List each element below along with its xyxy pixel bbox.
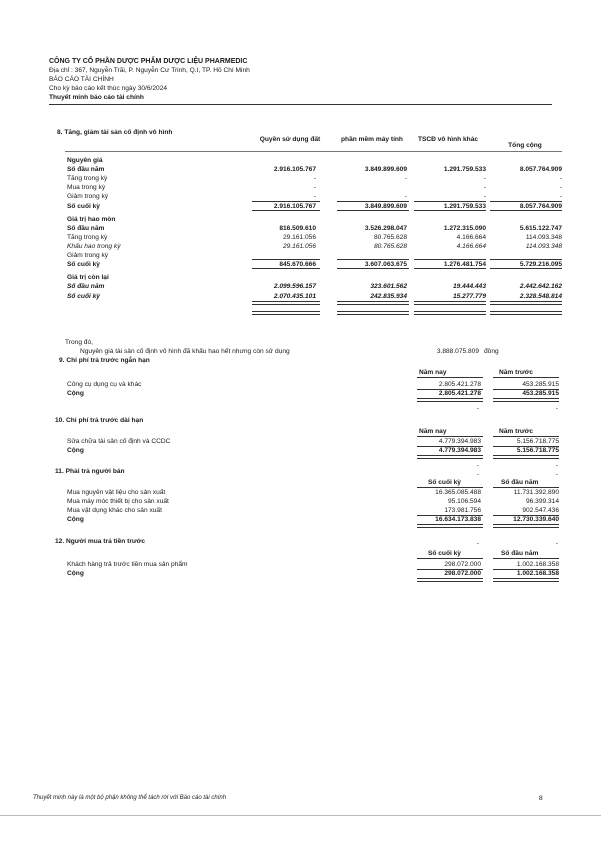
section11-dash-2: -: [555, 471, 558, 478]
section11-total-v1: 16.634.173.838: [435, 516, 481, 523]
section8-row-label: Tăng trong kỳ: [67, 234, 108, 241]
section8-rule: [337, 201, 409, 202]
section8-cell: 8.057.764.909: [519, 203, 562, 210]
section8-rule: [337, 259, 409, 260]
section8-cell: 845.670.666: [279, 261, 316, 268]
section12-col-2: Số đầu năm: [501, 550, 539, 557]
section8-row-label: Giảm trong kỳ: [67, 193, 109, 200]
section8-cell: 242.835.934: [370, 293, 407, 300]
section10-col-1: Năm nay: [419, 428, 447, 435]
section11-row-1-v2: 11.731.392.890: [513, 489, 559, 496]
section8-cell: 80.765.628: [373, 243, 407, 250]
header-divider: [49, 104, 552, 105]
section12-total-label: Cộng: [67, 570, 84, 577]
section8-row-label: Giá trị hao mòn: [67, 216, 116, 223]
section8-cell: 114.093.348: [525, 234, 562, 241]
section11-row-1-v1: 16.365.085.488: [435, 489, 481, 496]
section11-row-3-v1: 173.981.756: [444, 507, 481, 514]
section8-cell: -: [313, 175, 316, 182]
section8-rule: [414, 201, 486, 202]
section8-cell: -: [404, 175, 407, 182]
section8-cell: 8.057.764.909: [519, 166, 562, 173]
section11-row-3-v2: 902.547.436: [522, 507, 559, 514]
section9-dash-2: -: [555, 405, 558, 412]
section8-rule: [414, 301, 486, 305]
section10-row-label: Sửa chữa tài sản cố định và CCDC: [67, 438, 171, 445]
section11-col-1: Số cuối kỳ: [428, 479, 461, 486]
section8-col-2: phần mềm máy tính: [341, 136, 403, 143]
section9-col1-underline: [417, 377, 483, 378]
section9-col-1: Năm nay: [419, 369, 447, 376]
section11-row-1-label: Mua nguyên vật liệu cho sản xuất: [67, 489, 166, 496]
section12-row-v2: 1.002.168.358: [516, 561, 559, 568]
section8-cell: 29.161.056: [282, 243, 316, 250]
section11-double-rule: [417, 524, 483, 528]
section8-row-label: Số cuối kỳ: [67, 203, 100, 210]
company-name: CÔNG TY CỔ PHẦN DƯỢC PHẨM DƯỢC LIỆU PHARMEDIC: [49, 58, 248, 65]
page-number: 8: [539, 795, 543, 802]
section8-note-text: Nguyên giá tài sản cố định vô hình đã khấu hao hết nhưng còn sử dụng: [80, 348, 290, 355]
section11-total-label: Cộng: [67, 516, 84, 523]
section8-cell: -: [313, 193, 316, 200]
section8-note-label: Trong đó,: [65, 339, 93, 346]
section8-rule: [337, 210, 409, 211]
section8-rule: [414, 210, 486, 211]
section12-total-v2: 1.002.168.358: [516, 570, 559, 577]
section9-double-rule: [417, 398, 483, 402]
section8-row-label: Tăng trong kỳ: [67, 175, 108, 182]
section8-cell: 1.291.759.533: [443, 203, 486, 210]
section8-cell: 2.916.105.767: [273, 203, 316, 210]
section10-dash-1: -: [476, 462, 479, 469]
section11-row-3-label: Mua vật dụng khác cho sản xuất: [67, 507, 162, 514]
section8-cell: 3.526.298.047: [364, 225, 407, 232]
section8-row-label: Số đầu năm: [67, 225, 105, 232]
section8-rule: [252, 210, 320, 211]
section9-title: 9. Chi phí trả trước ngắn hạn: [59, 357, 150, 364]
section9-col-2: Năm trước: [499, 369, 534, 376]
section8-col-1: Quyền sử dụng đất: [259, 136, 321, 143]
section10-total-label: Cộng: [67, 447, 84, 454]
section11-col1-underline: [417, 487, 483, 488]
section12-row-label: Khách hàng trả trước tiền mua sản phẩm: [67, 561, 188, 568]
section12-col1-underline: [417, 558, 483, 559]
section8-cell: -: [404, 193, 407, 200]
section8-note-unit: đồng: [484, 348, 499, 355]
section9-double-rule-2: [493, 398, 559, 402]
section10-row-v1: 4.779.394.983: [438, 438, 481, 445]
section10-row-v2: 5.156.718.775: [516, 438, 559, 445]
section8-cell: 2.070.435.101: [273, 293, 316, 300]
section9-row-v2: 453.285.915: [522, 381, 559, 388]
section8-note-value: 3.888.075.809: [436, 348, 479, 355]
section8-cell: 4.166.664: [456, 234, 486, 241]
section11-double-rule-2: [493, 524, 559, 528]
section8-cell: 3.849.899.609: [364, 166, 407, 173]
section8-title: 8. Tăng, giảm tài sản cố định vô hình: [57, 129, 173, 136]
section8-rule: [490, 268, 562, 269]
section10-col1-underline: [417, 436, 483, 437]
section8-col-4: Tổng cộng: [508, 142, 542, 149]
section8-row-label: Số cuối kỳ: [67, 261, 100, 268]
section8-col-3: TSCĐ vô hình khác: [417, 136, 479, 143]
section12-row-v1: 298.072.000: [444, 561, 481, 568]
section9-total-v2: 453.285.915: [522, 390, 559, 397]
section8-row-label: Số đầu năm: [67, 283, 105, 290]
section8-rule: [252, 301, 320, 305]
section10-double-rule-2: [493, 455, 559, 459]
section8-cell: 323.601.562: [370, 283, 407, 290]
section8-cell: -: [483, 184, 486, 191]
section11-row-2-label: Mua máy móc thiết bị cho sản xuất: [67, 498, 169, 505]
section8-cell: 80.765.628: [373, 234, 407, 241]
section8-cell: 3.849.899.609: [364, 203, 407, 210]
section8-rule: [252, 201, 320, 202]
section9-row-v1: 2.805.421.278: [438, 381, 481, 388]
section8-rule: [337, 268, 409, 269]
section11-row-2-v1: 95.106.594: [447, 498, 481, 505]
section8-cell: 15.277.779: [452, 293, 486, 300]
section9-total-label: Cộng: [67, 390, 84, 397]
section8-rule: [414, 268, 486, 269]
section8-header-rule: [65, 151, 562, 152]
section8-cell: 2.328.548.814: [519, 293, 562, 300]
section8-cell: 1.276.481.754: [443, 261, 486, 268]
section8-rule: [252, 311, 320, 315]
section11-row-2-v2: 96.399.314: [525, 498, 559, 505]
section8-rule: [252, 268, 320, 269]
section10-total-v2: 5.156.718.775: [516, 447, 559, 454]
footer-note: Thuyết minh này là một bộ phận không thể tách rời với Báo cáo tài chính: [33, 795, 227, 801]
section9-dash-1: -: [476, 405, 479, 412]
section8-cell: 19.444.443: [452, 283, 486, 290]
section8-row-label: Mua trong kỳ: [67, 184, 106, 191]
section8-cell: 3.607.063.675: [364, 261, 407, 268]
section10-col2-underline: [493, 436, 559, 437]
section11-col-2: Số đầu năm: [501, 479, 539, 486]
section8-rule: [252, 259, 320, 260]
section10-col-2: Năm trước: [499, 428, 534, 435]
section8-cell: -: [483, 193, 486, 200]
section9-row-label: Công cụ dụng cụ và khác: [67, 381, 142, 388]
section9-col2-underline: [493, 377, 559, 378]
section8-rule: [414, 311, 486, 315]
section8-cell: 4.166.664: [456, 243, 486, 250]
section8-cell: 2.099.596.157: [273, 283, 316, 290]
section12-title: 12. Người mua trả tiền trước: [55, 538, 146, 545]
section8-cell: 816.509.610: [279, 225, 316, 232]
section12-double-rule: [417, 578, 483, 582]
section8-row-label: Nguyên giá: [67, 157, 103, 164]
section10-double-rule: [417, 455, 483, 459]
section8-rule: [337, 301, 409, 305]
section12-double-rule-2: [493, 578, 559, 582]
section10-dash-2: -: [555, 462, 558, 469]
section8-rule: [490, 201, 562, 202]
section8-cell: 1.291.759.533: [443, 166, 486, 173]
section8-cell: 2.442.642.162: [519, 283, 562, 290]
section8-rule: [337, 311, 409, 315]
section12-col-1: Số cuối kỳ: [428, 550, 461, 557]
section8-cell: -: [559, 184, 562, 191]
section8-row-label: Số cuối kỳ: [67, 293, 100, 300]
section8-cell: -: [559, 175, 562, 182]
section8-cell: 29.161.056: [282, 234, 316, 241]
section8-cell: 5.729.216.095: [519, 261, 562, 268]
section10-total-v1: 4.779.394.983: [438, 447, 481, 454]
section8-cell: -: [559, 193, 562, 200]
section8-cell: -: [313, 184, 316, 191]
section12-dash-2: -: [555, 540, 558, 547]
section12-dash-1: -: [476, 540, 479, 547]
section12-total-v1: 298.072.000: [444, 570, 481, 577]
section8-row-label: Giảm trong kỳ: [67, 252, 109, 259]
report-title: BÁO CÁO TÀI CHÍNH: [49, 76, 114, 83]
section8-cell: 2.916.105.767: [273, 166, 316, 173]
section8-rule: [490, 210, 562, 211]
section8-cell: 5.615.122.747: [519, 225, 562, 232]
section9-total-v1: 2.805.421.278: [438, 390, 481, 397]
section8-rule: [414, 259, 486, 260]
section8-row-label: Khấu hao trong kỳ: [67, 243, 121, 250]
section8-rule: [490, 301, 562, 305]
company-address: Địa chỉ : 367, Nguyễn Trãi, P. Nguyễn Cư Trinh, Q.I, TP. Hồ Chí Minh: [49, 67, 250, 74]
section10-title: 10. Chi phí trả trước dài hạn: [55, 417, 144, 424]
section8-rule: [490, 311, 562, 315]
section11-col2-underline: [493, 487, 559, 488]
section8-cell: -: [483, 175, 486, 182]
section8-cell: 114.093.348: [525, 243, 562, 250]
section11-dash-1: -: [476, 471, 479, 478]
report-period: Cho kỳ báo cáo kết thúc ngày 30/6/2024: [49, 85, 168, 92]
section8-row-label: Số đầu năm: [67, 166, 105, 173]
section11-title: 11. Phải trả người bán: [55, 468, 125, 475]
footer-divider: [0, 815, 601, 816]
report-subtitle: Thuyết minh báo cáo tài chính: [49, 94, 144, 101]
section11-total-v2: 12.730.339.640: [513, 516, 559, 523]
section8-rule: [490, 259, 562, 260]
section8-cell: 1.272.315.090: [443, 225, 486, 232]
section12-col2-underline: [493, 558, 559, 559]
section8-row-label: Giá trị còn lại: [67, 274, 109, 281]
